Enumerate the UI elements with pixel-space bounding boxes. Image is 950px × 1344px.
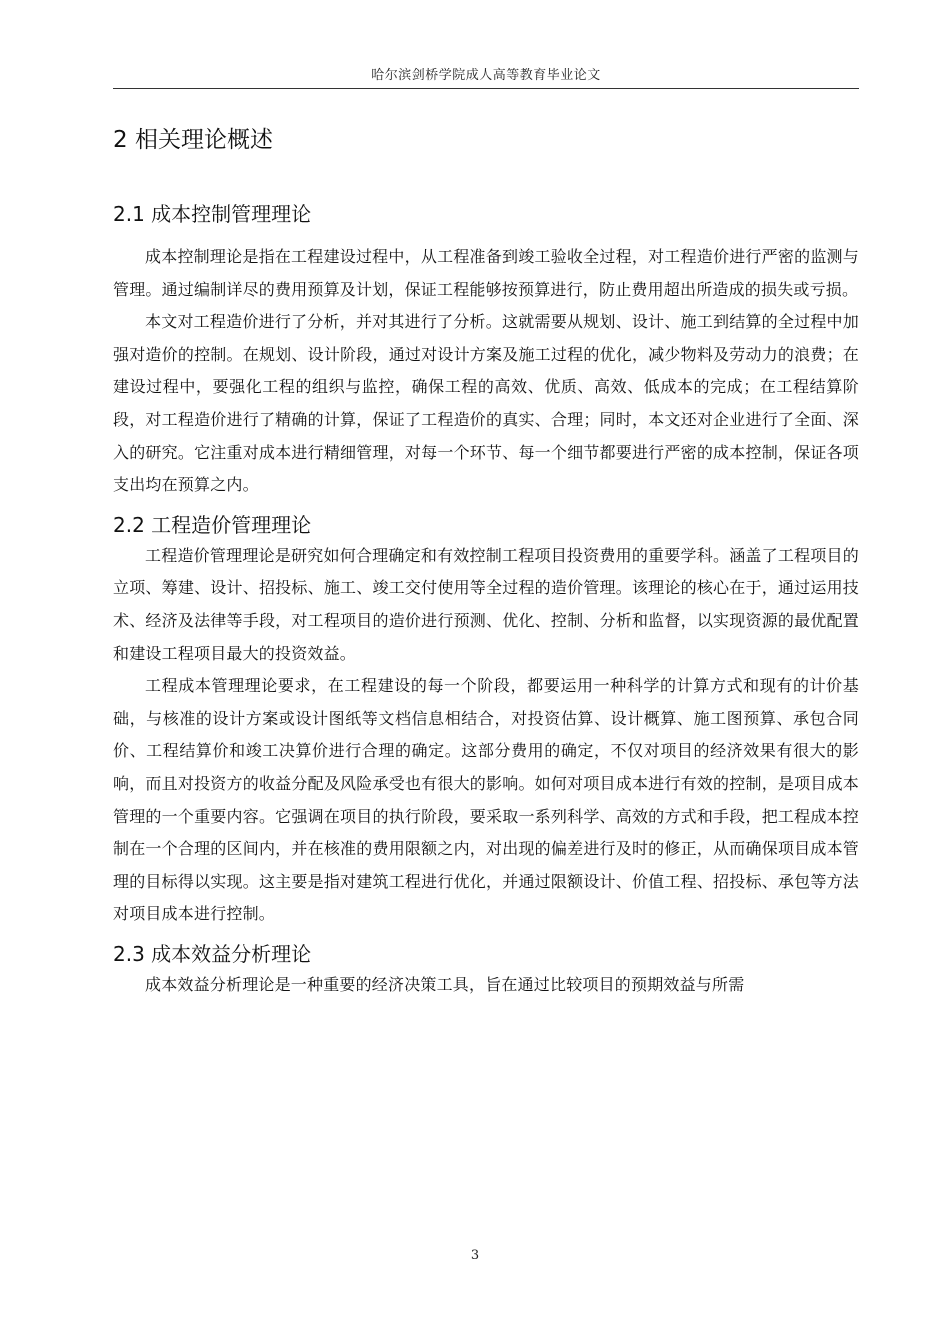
chapter-title: 2 相关理论概述	[113, 127, 273, 153]
page-number: 3	[470, 1248, 480, 1263]
body-paragraph: 工程造价管理理论是研究如何合理确定和有效控制工程项目投资费用的重要学科。涵盖了工程项目的立项、筹建、设计、招投标、施工、竣工交付使用等全过程的造价管理。该理论的核心在于，通过运用技术、经济及法律等手段，对工程项目的造价进行预测、优化、控制、分析和监督，以实现资源的最优配置和建设工程项目最大的投资效益。	[113, 545, 859, 663]
body-paragraph: 工程成本管理理论要求，在工程建设的每一个阶段，都要运用一种科学的计算方式和现有的计价基础，与核准的设计方案或设计图纸等文档信息相结合，对投资估算、设计概算、施工图预算、承包合同价、工程结算价和竣工决算价进行合理的确定。这部分费用的确定，不仅对项目的经济效果有很大的影响，而且对投资方的收益分配及风险承受也有很大的影响。如何对项目成本进行有效的控制，是项目成本管理的一个重要内容。它强调在项目的执行阶段，要采取一系列科学、高效的方式和手段，把工程成本控制在一个合理的区间内，并在核准的费用限额之内，对出现的偏差进行及时的修正，从而确保项目成本管理的目标得以实现。这主要是指对建筑工程进行优化，并通过限额设计、价值工程、招投标、承包等方法对项目成本进行控制。	[113, 676, 859, 924]
header-divider	[113, 88, 859, 89]
running-header: 哈尔滨剑桥学院成人高等教育毕业论文	[371, 68, 601, 83]
section-title-2-1: 2.1 成本控制管理理论	[113, 202, 312, 226]
body-paragraph: 本文对工程造价进行了分析，并对其进行了分析。这就需要从规划、设计、施工到结算的全过程中加强对造价的控制。在规划、设计阶段，通过对设计方案及施工过程的优化，减少物料及劳动力的浪费；在建设过程中，要强化工程的组织与监控，确保工程的高效、优质、高效、低成本的完成；在工程结算阶段，对工程造价进行了精确的计算，保证了工程造价的真实、合理；同时，本文还对企业进行了全面、深入的研究。它注重对成本进行精细管理，对每一个环节、每一个细节都要进行严密的成本控制，保证各项支出均在预算之内。	[113, 312, 859, 495]
section-title-2-2: 2.2 工程造价管理理论	[113, 512, 312, 537]
section-title-2-3: 2.3 成本效益分析理论	[113, 941, 312, 966]
page-body	[113, 110, 859, 1001]
body-paragraph: 成本控制理论是指在工程建设过程中，从工程准备到竣工验收全过程，对工程造价进行严密的监测与管理。通过编制详尽的费用预算及计划，保证工程能够按预算进行，防止费用超出所造成的损失或亏损。	[113, 247, 859, 299]
body-paragraph: 成本效益分析理论是一种重要的经济决策工具，旨在通过比较项目的预期效益与所需	[145, 974, 745, 994]
